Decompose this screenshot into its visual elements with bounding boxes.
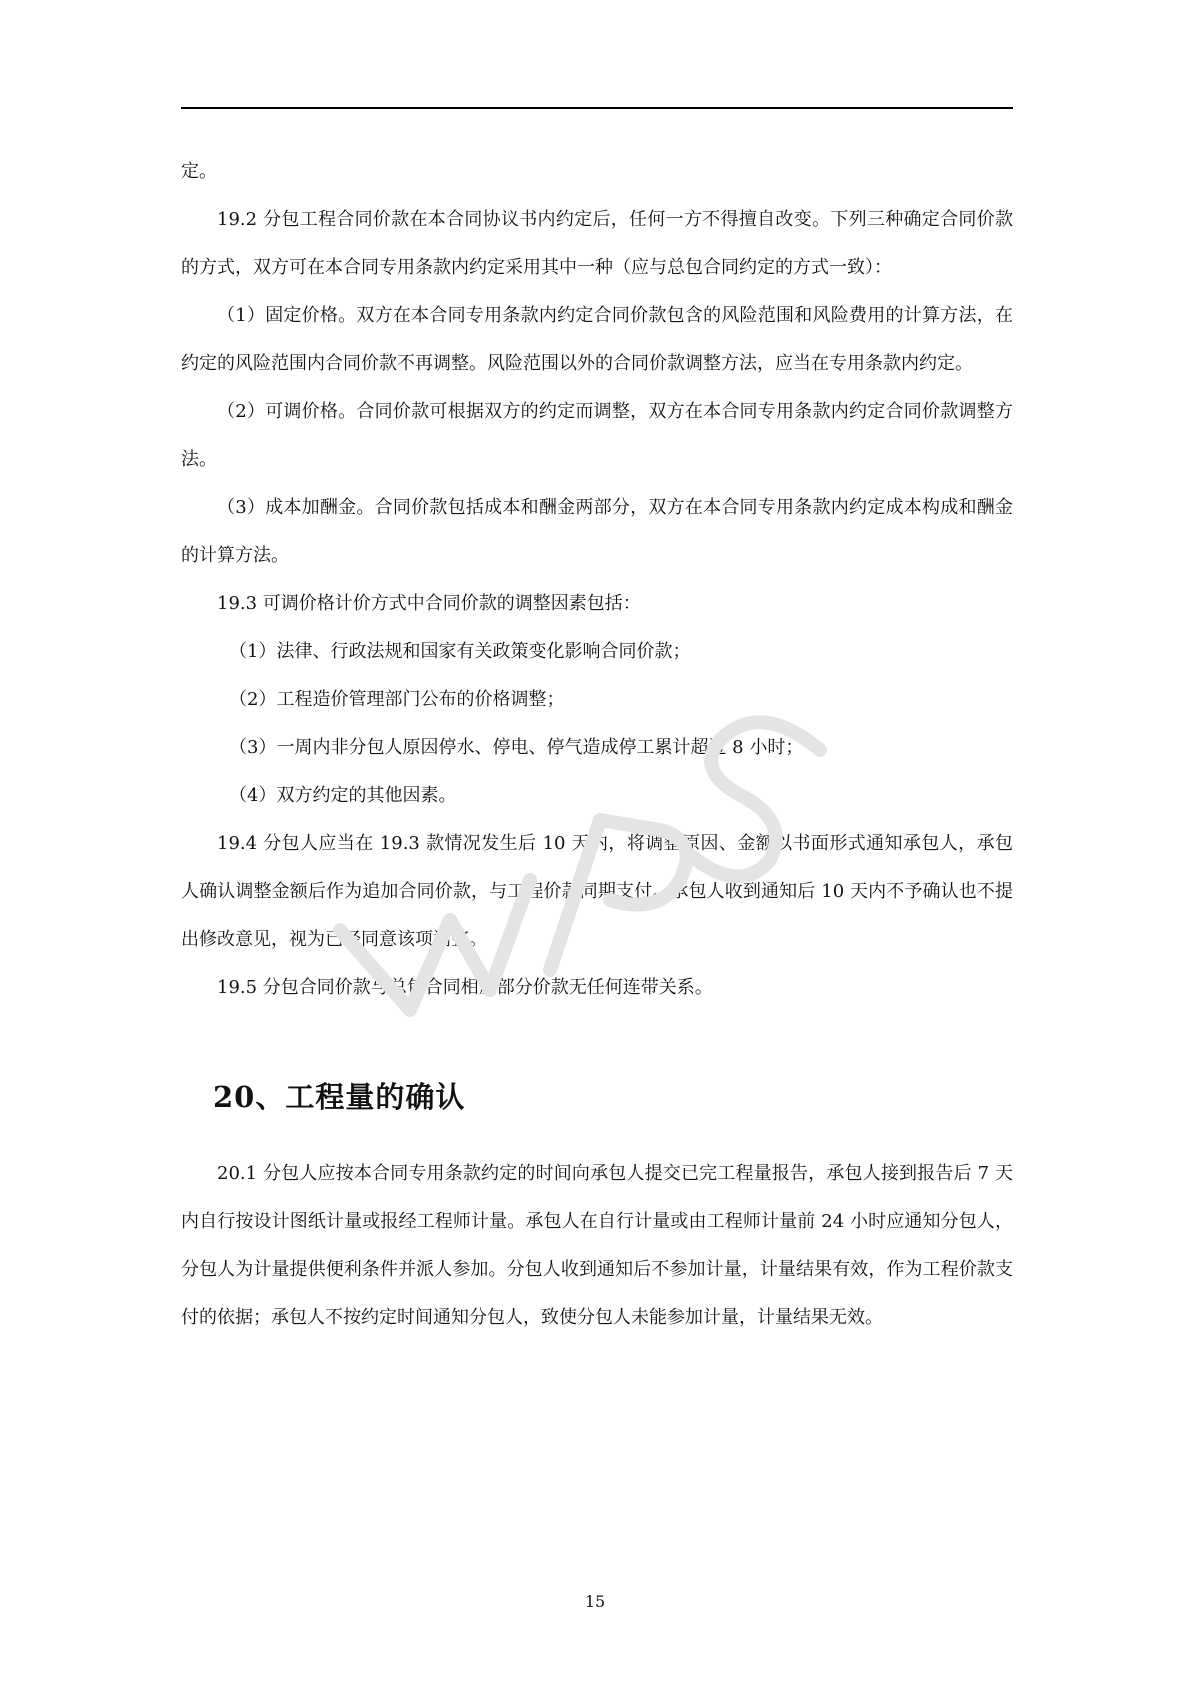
paragraph: 19.3 可调价格计价方式中合同价款的调整因素包括： xyxy=(217,593,641,614)
paragraph: 定。 xyxy=(181,161,217,182)
paragraph: 19.5 分包合同价款与总包合同相应部分价款无任何连带关系。 xyxy=(217,977,713,998)
page-number: 15 xyxy=(584,1592,606,1611)
paragraph: （2）可调价格。合同价款可根据双方的约定而调整，双方在本合同专用条款内约定合同价款调整方法。 xyxy=(181,401,1013,470)
paragraph: 19.2 分包工程合同价款在本合同协议书内约定后，任何一方不得擅自改变。下列三种确定合同价款的方式，双方可在本合同专用条款内约定采用其中一种（应与总包合同约定的方式一致）： xyxy=(181,209,1013,278)
list-item: （2）工程造价管理部门公布的价格调整； xyxy=(229,689,565,710)
paragraph: （3）成本加酬金。合同价款包括成本和酬金两部分，双方在本合同专用条款内约定成本构成和酬金的计算方法。 xyxy=(181,497,1013,566)
list-item: （1）法律、行政法规和国家有关政策变化影响合同价款； xyxy=(229,641,691,662)
header-rule xyxy=(181,107,1013,109)
list-item: （4）双方约定的其他因素。 xyxy=(229,785,457,806)
list-item: （3）一周内非分包人原因停水、停电、停气造成停工累计超过 8 小时； xyxy=(229,737,804,758)
document-body xyxy=(181,148,1013,1342)
paragraph: 19.4 分包人应当在 19.3 款情况发生后 10 天内，将调整原因、金额以书面形式通知承包人，承包人确认调整金额后作为追加合同价款，与工程价款同期支付。承包人收到通知后 10 天内不予确认也不提出修改意见，视为已经同意该项调整。 xyxy=(181,833,1013,950)
paragraph: 20.1 分包人应按本合同专用条款约定的时间向承包人提交已完工程量报告，承包人接到报告后 7 天内自行按设计图纸计量或报经工程师计量。承包人在自行计量或由工程师计量前 24 小时应通知分包人，分包人为计量提供便利条件并派人参加。分包人收到通知后不参加计量，计量结果有效，作为工程价款支付的依据；承包人不按约定时间通知分包人，致使分包人未能参加计量，计量结果无效。 xyxy=(181,1163,1013,1328)
paragraph: （1）固定价格。双方在本合同专用条款内约定合同价款包含的风险范围和风险费用的计算方法，在约定的风险范围内合同价款不再调整。风险范围以外的合同价款调整方法，应当在专用条款内约定。 xyxy=(181,305,1013,374)
section-heading: 20、工程量的确认 xyxy=(213,1080,466,1114)
